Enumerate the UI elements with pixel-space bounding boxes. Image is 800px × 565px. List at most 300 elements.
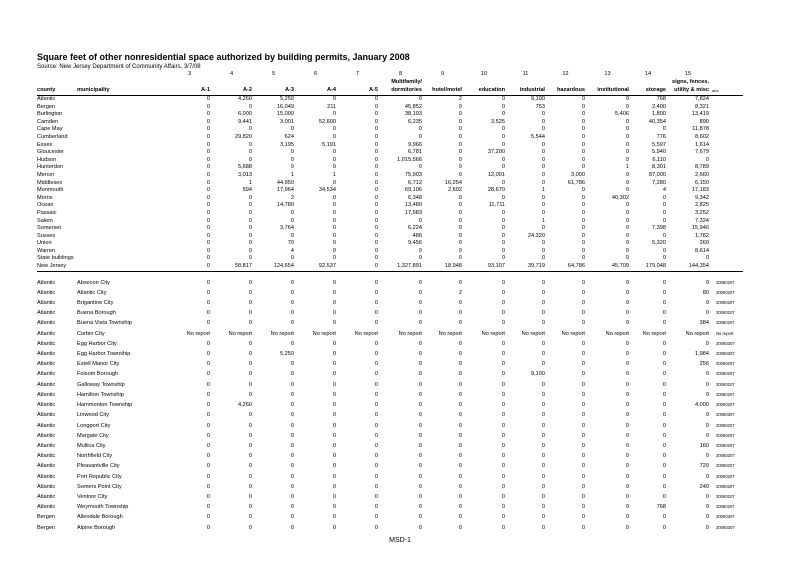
value-cell: 0 [501, 371, 505, 378]
value-cell: 4,260 [238, 96, 252, 102]
date-cell [710, 119, 743, 127]
county-cell: Atlantic [37, 96, 56, 102]
value-cell: 0 [458, 310, 462, 317]
value-cell: 0 [662, 300, 666, 307]
value-cell: 28,670 [487, 187, 505, 194]
value-cell: 0 [625, 453, 629, 460]
value-cell: 0 [418, 391, 422, 398]
value-cell: 0 [541, 156, 545, 163]
header-row-top [37, 79, 743, 87]
value-cell: 0 [501, 156, 505, 163]
municipality-cell [77, 164, 169, 172]
value-cell [211, 79, 253, 87]
value-cell: 0 [206, 320, 210, 327]
value-cell: 0 [581, 232, 585, 239]
value-cell: 0 [662, 310, 666, 317]
value-cell: 0 [206, 217, 210, 224]
municipality-row [37, 482, 743, 492]
value-cell: 0 [541, 149, 545, 156]
value-cell: 0 [581, 209, 585, 216]
value-cell: 0 [458, 255, 462, 262]
value-cell: 0 [581, 493, 585, 500]
value-cell: 0 [501, 289, 505, 296]
value-cell: 0 [290, 209, 294, 216]
value-cell: 0 [418, 217, 422, 224]
value-cell: 4,000 [695, 402, 709, 409]
county-cell: Salem [37, 217, 53, 224]
value-cell: 0 [458, 225, 462, 232]
value-cell: 144,354 [667, 263, 710, 271]
value-cell: 1,984 [695, 351, 709, 358]
county-row [37, 202, 743, 210]
value-cell: 0 [625, 381, 629, 388]
county-row [37, 111, 743, 119]
value-cell: 0 [501, 103, 505, 110]
permits-table [37, 71, 743, 533]
value-cell: 1 [625, 164, 629, 171]
date-cell [710, 104, 743, 112]
value-cell: 0 [374, 412, 378, 419]
value-cell: 0 [458, 320, 462, 327]
value-cell: 0 [581, 422, 585, 429]
value-cell: No report [398, 330, 422, 337]
value-cell: 0 [541, 432, 545, 439]
value-cell: 0 [418, 247, 422, 254]
value-cell: 0 [541, 361, 545, 368]
value-cell: 61,786 [567, 179, 585, 186]
value-cell: 768 [656, 504, 666, 511]
value-cell: 0 [418, 279, 422, 286]
value-cell: 0 [290, 442, 294, 449]
value-cell: 0 [248, 432, 252, 439]
value-cell: 0 [206, 402, 210, 409]
value-cell: A-4 [295, 87, 337, 96]
value-cell: 0 [290, 361, 294, 368]
municipality-cell [77, 195, 169, 203]
value-cell: 0 [625, 279, 629, 286]
value-cell: 0 [374, 164, 378, 171]
value-cell [253, 79, 295, 87]
value-cell: 0 [332, 320, 336, 327]
value-cell: 0 [705, 504, 709, 511]
value-cell: 0 [662, 514, 666, 521]
value-cell: 0 [501, 514, 505, 521]
value-cell: 0 [248, 422, 252, 429]
value-cell: 0 [290, 453, 294, 460]
value-cell: 0 [625, 340, 629, 347]
value-cell: 0 [332, 217, 336, 224]
value-cell: 0 [501, 310, 505, 317]
value-cell: 0 [581, 289, 585, 296]
value-cell: 0 [206, 111, 210, 118]
value-cell: 0 [374, 432, 378, 439]
value-cell: 0 [248, 103, 252, 110]
value-cell: 0 [625, 442, 629, 449]
municipality-cell: Linwood City [77, 412, 110, 419]
value-cell: 0 [290, 473, 294, 480]
county-cell: Atlantic [37, 289, 56, 296]
value-cell: 0 [418, 310, 422, 317]
value-cell: 0 [332, 255, 336, 262]
value-cell: 2 [458, 96, 462, 102]
value-cell: 0 [337, 263, 379, 271]
date-cell [710, 195, 743, 203]
date-cell [710, 164, 743, 172]
value-cell: 0 [501, 179, 505, 186]
value-cell: 0 [541, 514, 545, 521]
value-cell: 0 [541, 483, 545, 490]
value-cell: 0 [581, 118, 585, 125]
value-cell: 0 [541, 310, 545, 317]
value-cell: 0 [290, 164, 294, 171]
county-cell: Atlantic [37, 483, 56, 490]
municipality-row [37, 441, 743, 451]
value-cell: 0 [581, 141, 585, 148]
value-cell: A-3 [253, 87, 295, 96]
value-cell: 0 [662, 442, 666, 449]
value-cell: 0 [501, 240, 505, 247]
date-cell: 20080207 [716, 432, 735, 438]
date-cell [710, 142, 743, 150]
value-cell: 0 [206, 514, 210, 521]
value-cell: 0 [248, 361, 252, 368]
value-cell: 0 [625, 524, 629, 531]
value-cell: 8,321 [695, 103, 709, 110]
value-cell: 0 [662, 255, 666, 262]
value-cell: 34,534 [318, 187, 336, 194]
value-cell: 0 [248, 217, 252, 224]
county-cell: Ocean [37, 202, 54, 209]
county-row [37, 104, 743, 112]
value-cell: 0 [625, 473, 629, 480]
value-cell: 0 [418, 320, 422, 327]
value-cell: 0 [625, 209, 629, 216]
date-cell [710, 255, 743, 263]
value-cell: A-5 [337, 87, 379, 96]
value-cell: 0 [290, 300, 294, 307]
value-cell: 384 [699, 320, 709, 327]
value-cell: 0 [581, 453, 585, 460]
municipality-cell: Corbin City [77, 330, 105, 337]
value-cell: 0 [290, 483, 294, 490]
source-note: Source: New Jersey Department of Community Affairs, 3/7/08 [37, 64, 201, 70]
date-cell [710, 180, 743, 188]
value-cell: 0 [374, 103, 378, 110]
value-cell: 0 [206, 361, 210, 368]
value-cell: 0 [418, 126, 422, 133]
value-cell: 0 [418, 442, 422, 449]
value-cell: 0 [705, 473, 709, 480]
value-cell: No report [521, 330, 545, 337]
value-cell: 0 [374, 310, 378, 317]
value-cell: 0 [501, 141, 505, 148]
value-cell: 0 [625, 361, 629, 368]
date-cell: No report [716, 330, 734, 336]
value-cell: 0 [501, 483, 505, 490]
municipality-row [37, 461, 743, 471]
value-cell: 0 [374, 504, 378, 511]
value-cell: 0 [458, 202, 462, 209]
county-cell: Atlantic [37, 351, 56, 358]
value-cell: 0 [418, 432, 422, 439]
county-row [37, 96, 743, 104]
value-cell: 0 [581, 217, 585, 224]
municipality-row [37, 421, 743, 431]
value-cell: 0 [625, 289, 629, 296]
value-cell: 0 [501, 402, 505, 409]
value-cell: 0 [332, 164, 336, 171]
value-cell: 0 [581, 381, 585, 388]
value-cell: 0 [581, 194, 585, 201]
county-row [37, 142, 743, 150]
value-cell: 0 [332, 463, 336, 470]
value-cell: 1 [541, 217, 545, 224]
date-cell: 20080307 [716, 412, 735, 418]
value-cell: 0 [418, 340, 422, 347]
value-cell: 0 [541, 340, 545, 347]
county-cell: Atlantic [37, 381, 56, 388]
value-cell: 0 [248, 463, 252, 470]
value-cell: 0 [332, 422, 336, 429]
municipality-cell: Hamilton Township [77, 391, 124, 398]
value-cell: 0 [581, 240, 585, 247]
value-cell: 0 [541, 202, 545, 209]
municipality-cell [77, 79, 169, 87]
value-cell: 0 [541, 225, 545, 232]
municipality-cell [77, 71, 169, 79]
value-cell: 0 [458, 118, 462, 125]
county-cell: Atlantic [37, 504, 56, 511]
county-cell: Union [37, 240, 52, 247]
value-cell [586, 79, 630, 87]
value-cell: 0 [248, 310, 252, 317]
value-cell: 0 [418, 473, 422, 480]
value-cell: 87,000 [648, 171, 666, 178]
value-cell: 0 [418, 412, 422, 419]
value-cell: 1,782 [695, 232, 709, 239]
county-cell: Hudson [37, 156, 57, 163]
value-cell: 92,537 [295, 263, 337, 271]
value-cell: 0 [206, 432, 210, 439]
county-cell [37, 71, 77, 79]
municipality-cell: Ventnor City [77, 493, 108, 500]
value-cell: education [463, 87, 506, 96]
value-cell: 0 [581, 255, 585, 262]
value-cell: 29,820 [234, 133, 252, 140]
value-cell: 0 [332, 149, 336, 156]
value-cell: 0 [662, 217, 666, 224]
value-cell: 18,948 [423, 263, 463, 271]
value-cell: 0 [374, 156, 378, 163]
value-cell: 0 [206, 156, 210, 163]
date-cell: 20080207 [716, 371, 735, 377]
value-cell: 7,398 [652, 225, 666, 232]
value-cell: 0 [374, 483, 378, 490]
municipality-cell: Atlantic City [77, 289, 107, 296]
value-cell: 1 [541, 187, 545, 194]
municipality-cell: Alpine Borough [77, 524, 116, 531]
value-cell: 0 [290, 255, 294, 262]
date-cell: 20080207 [716, 422, 735, 428]
value-cell: 3,000 [571, 171, 585, 178]
value-cell: 0 [705, 422, 709, 429]
value-cell: 1,614 [695, 141, 709, 148]
county-cell: Atlantic [37, 300, 56, 307]
municipality-cell: Somers Point City [77, 483, 122, 490]
value-cell: 0 [374, 493, 378, 500]
municipality-row [37, 329, 743, 339]
municipality-cell: Buena Borough [77, 310, 116, 317]
value-cell: 0 [290, 504, 294, 511]
value-cell: 17,183 [691, 187, 709, 194]
county-row [37, 157, 743, 165]
value-cell: 0 [374, 255, 378, 262]
value-cell: 0 [374, 111, 378, 118]
value-cell: 24,320 [527, 232, 545, 239]
date-cell [710, 126, 743, 134]
county-cell: Cumberland [37, 133, 68, 140]
value-cell: 0 [625, 320, 629, 327]
value-cell: 5,320 [652, 240, 666, 247]
date-cell: 20080207 [716, 310, 735, 316]
municipality-cell: Weymouth Township [77, 504, 129, 511]
value-cell: 0 [206, 164, 210, 171]
value-cell: 0 [581, 514, 585, 521]
value-cell: 0 [332, 126, 336, 133]
value-cell: 5,250 [280, 96, 294, 102]
value-cell: 0 [501, 361, 505, 368]
municipality-cell: Buena Vista Township [77, 320, 132, 327]
value-cell: 0 [581, 164, 585, 171]
value-cell: hotel/motel [423, 87, 463, 96]
value-cell: 0 [248, 524, 252, 531]
value-cell: 0 [541, 391, 545, 398]
value-cell: 0 [581, 340, 585, 347]
value-cell: 0 [248, 320, 252, 327]
value-cell: 0 [374, 279, 378, 286]
value-cell: 0 [248, 225, 252, 232]
date-cell [710, 210, 743, 218]
value-cell: 0 [458, 279, 462, 286]
value-cell: 0 [332, 209, 336, 216]
county-row [37, 255, 743, 263]
date-cell: 20080207 [716, 453, 735, 459]
value-cell: 0 [290, 371, 294, 378]
municipality-cell [77, 119, 169, 127]
municipality-cell: Northfield City [77, 453, 113, 460]
value-cell: 8,614 [695, 247, 709, 254]
county-row [37, 119, 743, 127]
value-cell: 0 [662, 247, 666, 254]
value-cell: 11,878 [692, 126, 709, 133]
municipality-cell [77, 218, 169, 226]
county-cell: Hunterdon [37, 164, 64, 171]
value-cell: 0 [705, 310, 709, 317]
value-cell: 0 [418, 164, 422, 171]
value-cell: 9,342 [695, 194, 709, 201]
value-cell: 0 [541, 126, 545, 133]
value-cell: 0 [501, 381, 505, 388]
value-cell: 624 [284, 133, 294, 140]
value-cell: No report [228, 330, 252, 337]
value-cell: 0 [662, 232, 666, 239]
value-cell: 0 [206, 194, 210, 201]
date-cell: 20080207 [716, 402, 735, 408]
value-cell: industrial [506, 87, 546, 96]
value-cell: 5,191 [322, 141, 336, 148]
value-cell: 0 [581, 473, 585, 480]
value-cell: 0 [332, 340, 336, 347]
value-cell: 0 [374, 402, 378, 409]
value-cell: 0 [332, 225, 336, 232]
value-cell: 0 [705, 514, 709, 521]
value-cell: 0 [705, 371, 709, 378]
value-cell: 0 [662, 524, 666, 531]
value-cell: 0 [705, 493, 709, 500]
value-cell: 52,600 [318, 118, 336, 125]
value-cell: 0 [418, 422, 422, 429]
value-cell: 0 [206, 179, 210, 186]
value-cell: 0 [290, 310, 294, 317]
value-cell: 0 [581, 133, 585, 140]
value-cell: 70 [287, 240, 294, 247]
value-cell: 0 [625, 126, 629, 133]
county-cell: Mercer [37, 171, 55, 178]
value-cell: 0 [332, 240, 336, 247]
value-cell: 38,193 [404, 111, 422, 118]
value-cell: 0 [501, 232, 505, 239]
date-cell [710, 263, 743, 271]
value-cell: 0 [332, 232, 336, 239]
county-cell: Bergen [37, 524, 56, 531]
value-cell: 0 [332, 279, 336, 286]
value-cell: 12 [562, 71, 569, 78]
municipality-cell [77, 149, 169, 157]
value-cell: 9,456 [408, 240, 422, 247]
county-cell: Atlantic [37, 422, 56, 429]
value-cell: 0 [662, 453, 666, 460]
value-cell: 0 [705, 391, 709, 398]
value-cell: 0 [501, 300, 505, 307]
value-cell: signs, fences, [672, 79, 709, 86]
value-cell: 0 [662, 371, 666, 378]
county-cell: Warren [37, 247, 56, 254]
value-cell: 0 [625, 141, 629, 148]
value-cell: 0 [541, 463, 545, 470]
value-cell: 6,150 [695, 179, 709, 186]
value-cell: 0 [541, 381, 545, 388]
municipality-cell [77, 263, 169, 271]
value-cell: 0 [332, 432, 336, 439]
value-cell: 0 [248, 340, 252, 347]
date-cell [710, 134, 743, 142]
value-cell: 0 [206, 118, 210, 125]
value-cell: 0 [248, 504, 252, 511]
value-cell: 0 [374, 247, 378, 254]
value-cell: 0 [581, 442, 585, 449]
value-cell: 0 [290, 432, 294, 439]
value-cell: 0 [374, 524, 378, 531]
value-cell: 0 [458, 412, 462, 419]
value-cell: No report [354, 330, 378, 337]
value-cell: 0 [248, 232, 252, 239]
value-cell: 0 [581, 432, 585, 439]
value-cell: 2,660 [695, 171, 709, 178]
value-cell: 0 [290, 289, 294, 296]
value-cell: 0 [290, 412, 294, 419]
value-cell: 0 [625, 202, 629, 209]
value-cell: 3,525 [491, 118, 505, 125]
